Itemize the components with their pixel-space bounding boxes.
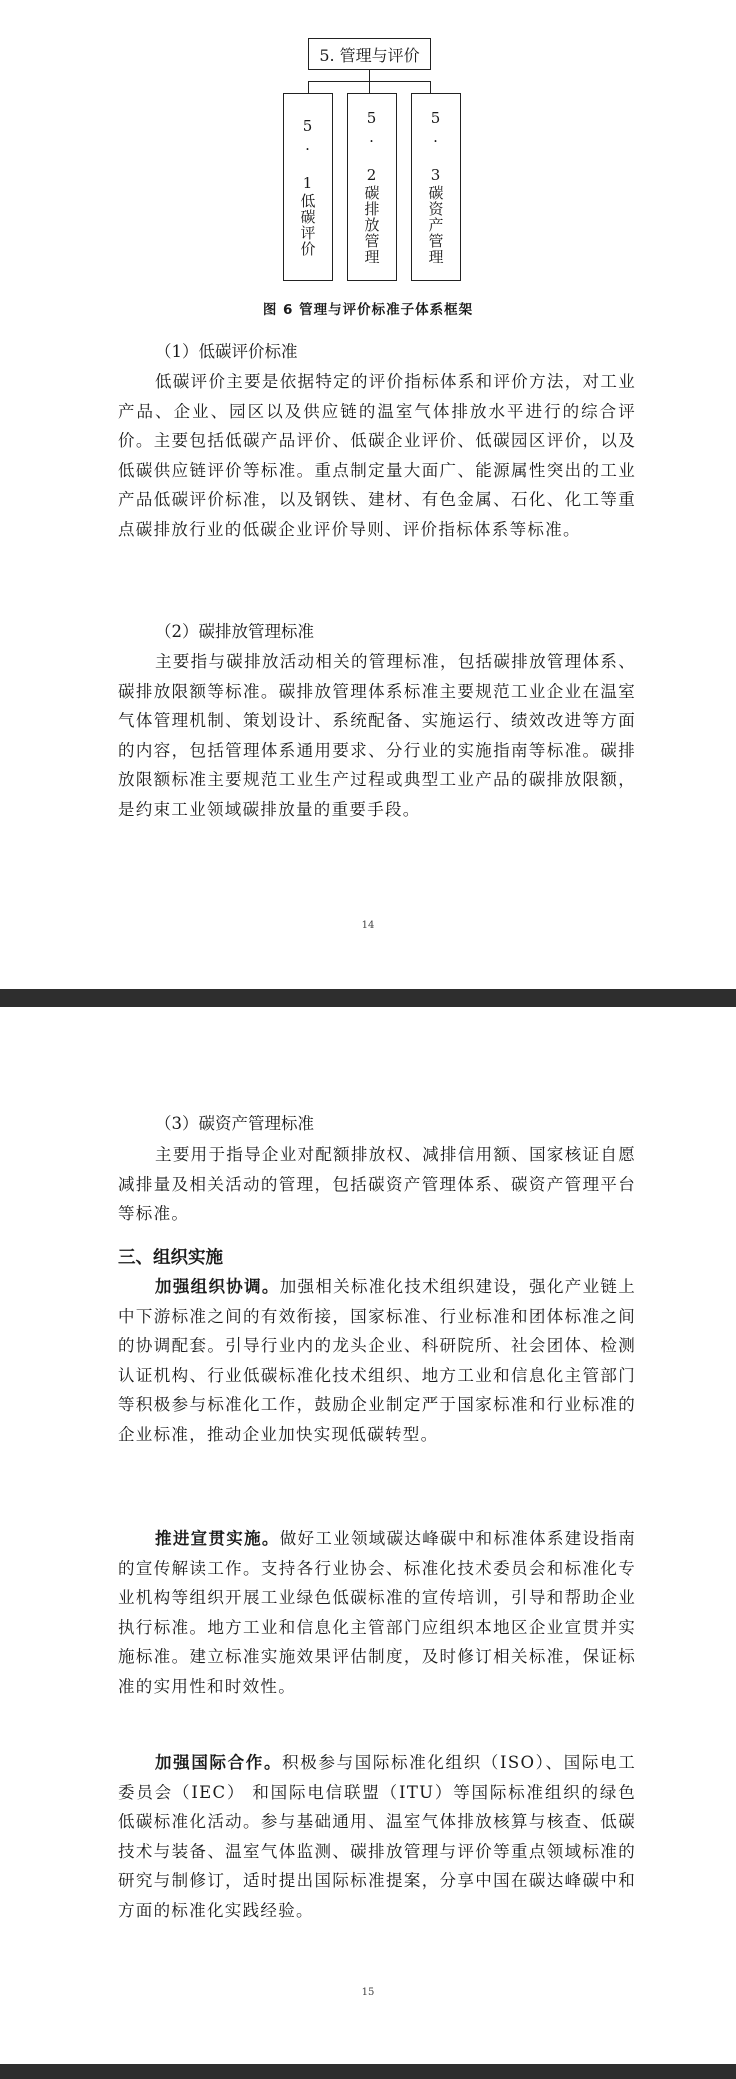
section-heading-2: （2）碳排放管理标准 [155, 622, 314, 641]
diagram-child-box-2 [347, 93, 397, 281]
paragraph: 主要用于指导企业对配额排放权、减排信用额、国家核证自愿减排量及相关活动的管理，包括碳资产管理体系、碳资产管理平台等标准。 [118, 1145, 636, 1224]
section-heading-1: （1）低碳评价标准 [155, 342, 298, 361]
paragraph [118, 1524, 636, 1702]
figure-caption: 图 6 管理与评价标准子体系框架 [262, 302, 474, 318]
diagram-child-box-1 [283, 93, 333, 281]
diagram-connector [369, 69, 370, 81]
document-page-15 [0, 1007, 736, 2064]
diagram-root-label: 5. 管理与评价 [319, 45, 420, 65]
page-number: 14 [361, 920, 375, 931]
diagram-child-label: 5. 1低碳评价 [298, 117, 317, 257]
diagram-child-label: 5. 3碳资产管理 [426, 109, 445, 265]
paragraph-text: 积极参与国际标准化组织（ISO）、国际电工委员会（IEC） 和国际电信联盟（ITU）等国际标准组织的绿色低碳标准化活动。参与基础通用、温室气体排放核算与核查、低碳技术与装备、温室气体监测、碳排放管理与评价等重点领域标准的研究与制修订，适时提出国际标准提案，分享中国在碳达峰碳中和方面的标准化实践经验。 [118, 1753, 636, 1920]
paragraph [118, 1748, 636, 1926]
diagram-connector [430, 81, 431, 93]
page-separator [0, 989, 736, 1007]
diagram-child-label: 5. 2碳排放管理 [362, 109, 381, 265]
document-page-14 [0, 0, 736, 989]
paragraph [118, 1272, 636, 1450]
paragraph-text: 加强相关标准化技术组织建设，强化产业链上中下游标准之间的有效衔接，国家标准、行业标准和团体标准之间的协调配套。引导行业内的龙头企业、科研院所、社会团体、检测认证机构、行业低碳标准化技术组织、地方工业和信息化主管部门等积极参与标准化工作，鼓励企业制定严于国家标准和行业标准的企业标准，推动企业加快实现低碳转型。 [118, 1277, 637, 1444]
paragraph-lead: 推进宣贯实施。 [155, 1529, 280, 1548]
diagram-connector [369, 81, 370, 93]
diagram-child-box-3 [411, 93, 461, 281]
paragraph-text: 做好工业领域碳达峰碳中和标准体系建设指南的宣传解读工作。支持各行业协会、标准化技术委员会和标准化专业机构等组织开展工业绿色低碳标准的宣传培训，引导和帮助企业执行标准。地方工业和信息化主管部门应组织本地区企业宣贯并实施标准。建立标准实施效果评估制度，及时修订相关标准，保证标准的实用性和时效性。 [118, 1529, 637, 1696]
paragraph: 主要指与碳排放活动相关的管理标准，包括碳排放管理体系、碳排放限额等标准。碳排放管理体系标准主要规范工业企业在温室气体管理机制、策划设计、系统配备、实施运行、绩效改进等方面的内容，包括管理体系通用要求、分行业的实施指南等标准。碳排放限额标准主要规范工业生产过程或典型工业产品的碳排放限额，是约束工业领域碳排放量的重要手段。 [118, 652, 636, 819]
paragraph-lead: 加强国际合作。 [155, 1753, 283, 1772]
chapter-heading: 三、组织实施 [118, 1248, 223, 1268]
diagram-connector [308, 81, 309, 93]
section-heading-3: （3）碳资产管理标准 [155, 1114, 314, 1133]
page-separator [0, 2064, 736, 2079]
paragraph: 低碳评价主要是依据特定的评价指标体系和评价方法，对工业产品、企业、园区以及供应链的温室气体排放水平进行的综合评价。主要包括低碳产品评价、低碳企业评价、低碳园区评价，以及低碳供应链评价等标准。重点制定量大面广、能源属性突出的工业产品低碳评价标准，以及钢铁、建材、有色金属、石化、化工等重点碳排放行业的低碳企业评价导则、评价指标体系等标准。 [118, 372, 636, 539]
paragraph-lead: 加强组织协调。 [155, 1277, 280, 1296]
diagram-root-box [308, 38, 431, 70]
page-number: 15 [361, 1987, 375, 1998]
